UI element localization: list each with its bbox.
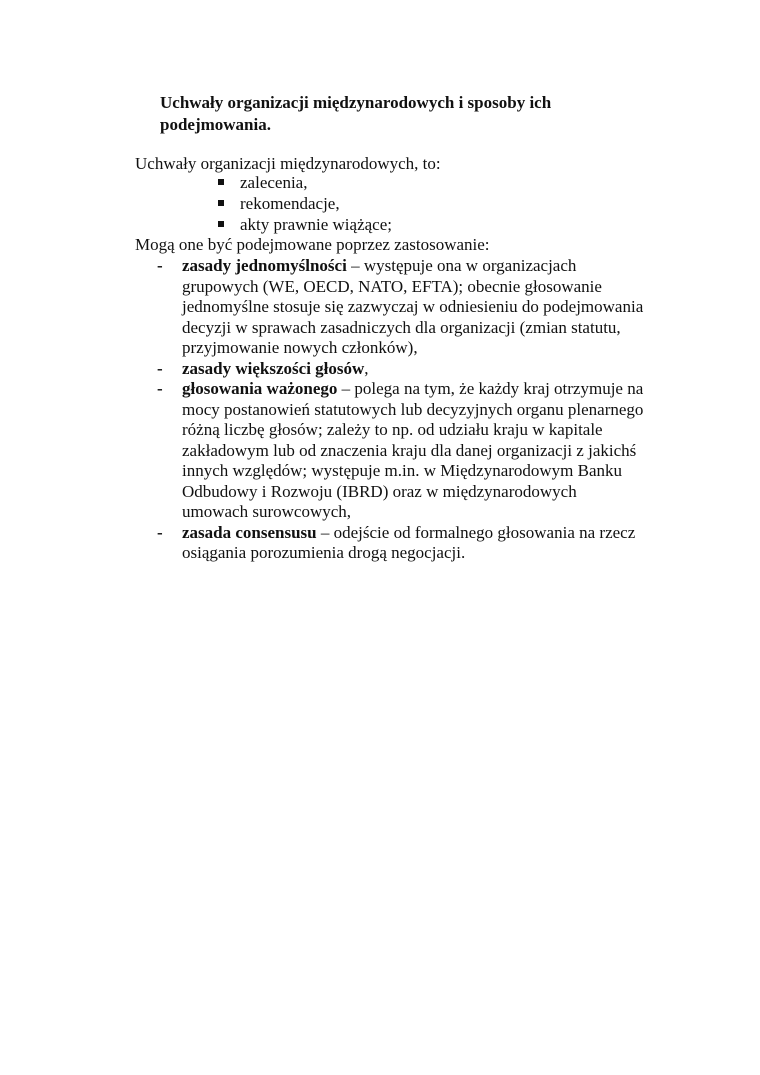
method-term: głosowania ważonego — [182, 379, 338, 398]
resolution-types-list — [218, 172, 392, 235]
method-term: zasady jednomyślności — [182, 256, 347, 275]
dash-bullet-icon: - — [157, 379, 163, 398]
list-item: rekomendacje, — [218, 193, 392, 214]
method-term: zasady większości głosów — [182, 358, 365, 378]
square-bullet-icon — [218, 179, 224, 185]
intro-paragraph: Uchwały organizacji międzynarodowych, to: — [135, 154, 441, 173]
list-item: zalecenia, — [218, 172, 392, 193]
list-item: - głosowania ważonego – polega na tym, że każdy kraj otrzymuje na mocy postanowień statutowych lub decyzyjnych organu plenarnego różną liczbę głosów; zależy to np. od udziału kraju w kapitale zakładowym lub od znaczenia kraju dla danej organizacji z jakichś innych względów; występuje m.in. w Międzynarodowym Banku Odbudowy i Rozwoju (IBRD) oraz w międzynarodowych umowach surowcowych, — [157, 379, 644, 521]
square-bullet-icon — [218, 221, 224, 227]
dash-bullet-icon: - — [157, 358, 163, 378]
methods-intro: Mogą one być podejmowane poprzez zastosowanie: — [135, 235, 490, 254]
list-item: - zasady jednomyślności – występuje ona w organizacjach grupowych (WE, OECD, NATO, EFTA); obecnie głosowanie jednomyślne stosuje się zazwyczaj w odniesieniu do podejmowania decyzji w sprawach zasadniczych dla organizacji (zmian statutu, przyjmowanie nowych członków), — [157, 256, 644, 357]
dash-bullet-icon: - — [157, 256, 163, 275]
document-title: Uchwały organizacji międzynarodowych i sposoby ich podejmowania. — [160, 93, 552, 134]
list-item: - zasada consensusu – odejście od formalnego głosowania na rzecz osiągania porozumienia drogą negocjacji. — [157, 522, 636, 562]
dash-bullet-icon: - — [157, 522, 163, 542]
method-term: zasada consensusu — [182, 522, 317, 542]
list-item: akty prawnie wiążące; — [218, 214, 392, 235]
adoption-methods-list — [157, 256, 677, 564]
square-bullet-icon — [218, 200, 224, 206]
list-item: - zasady większości głosów, — [157, 358, 369, 378]
